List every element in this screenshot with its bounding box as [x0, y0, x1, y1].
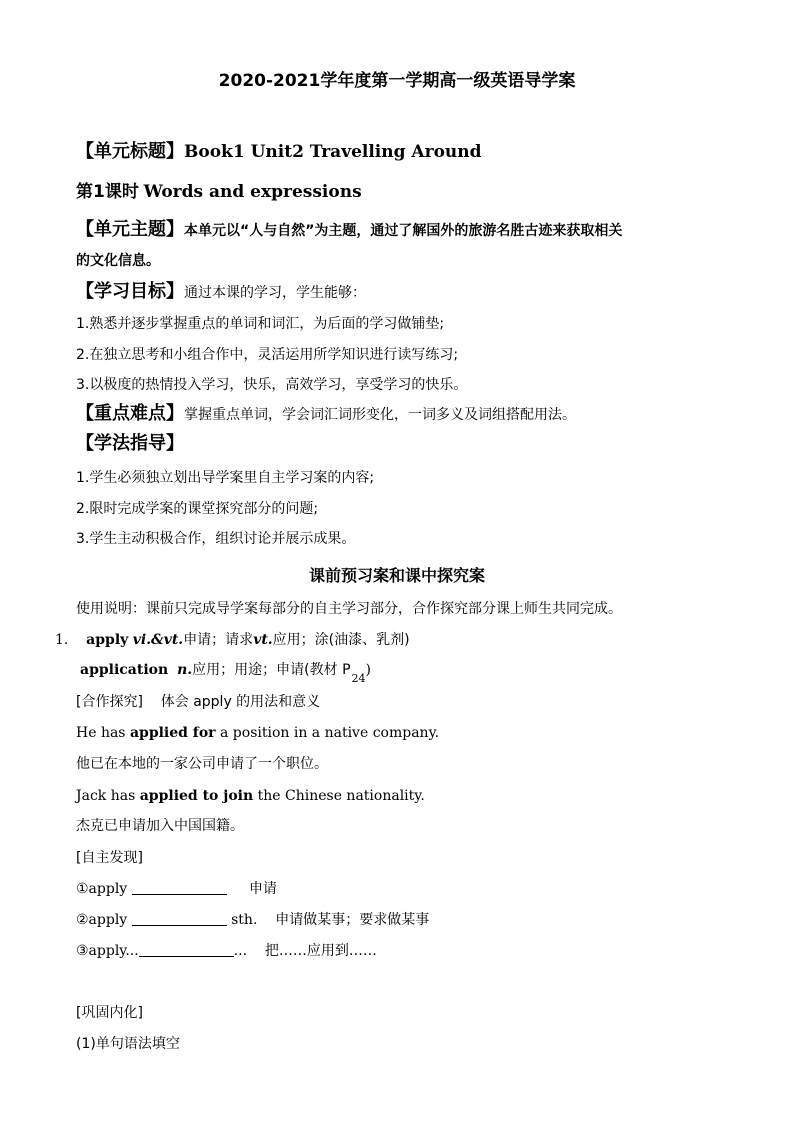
- page-subscript: 24: [351, 672, 366, 685]
- section-title: 课前预习案和课中探究案: [308, 566, 485, 585]
- lesson-value: Words and expressions: [143, 182, 362, 202]
- unit-theme-label: 【单元主题】: [76, 219, 184, 240]
- example-highlight: applied for: [129, 725, 216, 741]
- discover-meaning: 申请: [248, 881, 277, 897]
- fill-blank[interactable]: [132, 880, 227, 895]
- example-highlight: applied to join: [139, 788, 254, 804]
- usage-note: 使用说明：课前只完成导学案每部分的自主学习部分，合作探究部分课上师生共同完成。: [76, 601, 622, 617]
- example-translation: 杰克已申请加入中国国籍。: [76, 818, 244, 834]
- key-points-label: 【重点难点】: [76, 403, 184, 424]
- coop-label: [合作探究]: [76, 694, 143, 710]
- lesson-line: [76, 182, 362, 202]
- example-sentence: [76, 723, 439, 743]
- discover-label: [自主发现]: [76, 850, 143, 866]
- goals-label: 【学习目标】: [76, 281, 184, 302]
- goals-intro: 通过本课的学习，学生能够：: [184, 285, 366, 301]
- fill-blank[interactable]: [139, 942, 234, 957]
- discover-mid: sth.: [231, 912, 258, 928]
- method-item: 2.限时完成学案的课堂探究部分的问题;: [76, 501, 319, 517]
- example-text: the Chinese nationality.: [257, 788, 425, 804]
- consolidate-label: [巩固内化]: [76, 1005, 143, 1021]
- example-translation: 他已在本地的一家公司申请了一个职位。: [76, 756, 328, 772]
- method-label: 【学法指导】: [76, 433, 184, 454]
- discover-meaning: 申请做某事；要求做某事: [275, 912, 430, 928]
- fill-blank[interactable]: [132, 911, 227, 926]
- unit-title-value: Book1 Unit2 Travelling Around: [184, 142, 482, 162]
- coop-text: 体会 apply 的用法和意义: [160, 694, 321, 710]
- unit-theme-line: [76, 220, 622, 241]
- subsection-title: (1)单句语法填空: [76, 1036, 180, 1052]
- method-line: [76, 434, 184, 454]
- discover-prefix: ③apply...: [76, 943, 139, 959]
- derived-word: application: [80, 662, 169, 678]
- unit-title-label: 【单元标题】: [76, 141, 184, 162]
- example-text: He has: [76, 725, 126, 741]
- unit-theme-text: 本单元以“人与自然”为主题，通过了解国外的旅游名胜古迹来获取相关: [184, 223, 623, 239]
- item1-headword-line: [55, 630, 410, 650]
- discover-item: [76, 941, 377, 961]
- discover-prefix: ②apply: [76, 912, 128, 928]
- key-points-text: 掌握重点单词，学会词汇词形变化，一词多义及词组搭配用法。: [184, 407, 576, 423]
- definition: 应用；涂(油漆、乳剂): [272, 632, 410, 648]
- definition: 应用；用途；申请(教材 P: [192, 662, 351, 678]
- discover-meaning: 把……应用到……: [264, 943, 377, 959]
- unit-title-line: [76, 142, 482, 162]
- goal-item: 3.以极度的热情投入学习，快乐，高效学习，享受学习的快乐。: [76, 377, 468, 393]
- headword: apply: [86, 632, 129, 648]
- pos-tag: n.: [177, 662, 193, 678]
- pos-tag: vi.&vt.: [132, 632, 184, 648]
- discover-item: [76, 879, 277, 899]
- definition: 申请；请求: [183, 632, 254, 648]
- definition-close: ): [365, 662, 371, 678]
- unit-theme-text-cont: 的文化信息。: [76, 253, 160, 269]
- method-item: 1.学生必须独立划出导学案里自主学习案的内容;: [76, 470, 375, 486]
- item-number: 1.: [55, 632, 69, 648]
- item1-derived-line: [80, 660, 371, 685]
- goal-item: 1.熟悉并逐步掌握重点的单词和词汇，为后面的学习做铺垫;: [76, 316, 445, 332]
- goals-line: [76, 282, 366, 303]
- coop-line: [76, 692, 320, 712]
- pos-tag: vt.: [253, 632, 273, 648]
- lesson-label: 第1课时: [76, 182, 139, 202]
- discover-mid: ...: [233, 943, 248, 959]
- example-sentence: [76, 786, 425, 806]
- method-item: 3.学生主动积极合作，组织讨论并展示成果。: [76, 531, 356, 547]
- goal-item: 2.在独立思考和小组合作中，灵活运用所学知识进行读写练习;: [76, 347, 459, 363]
- example-text: a position in a native company.: [220, 725, 440, 741]
- key-points-line: [76, 404, 576, 425]
- example-text: Jack has: [76, 788, 136, 804]
- discover-item: [76, 910, 429, 930]
- page-title: 2020-2021学年度第一学期高一级英语导学案: [218, 71, 576, 91]
- discover-prefix: ①apply: [76, 881, 128, 897]
